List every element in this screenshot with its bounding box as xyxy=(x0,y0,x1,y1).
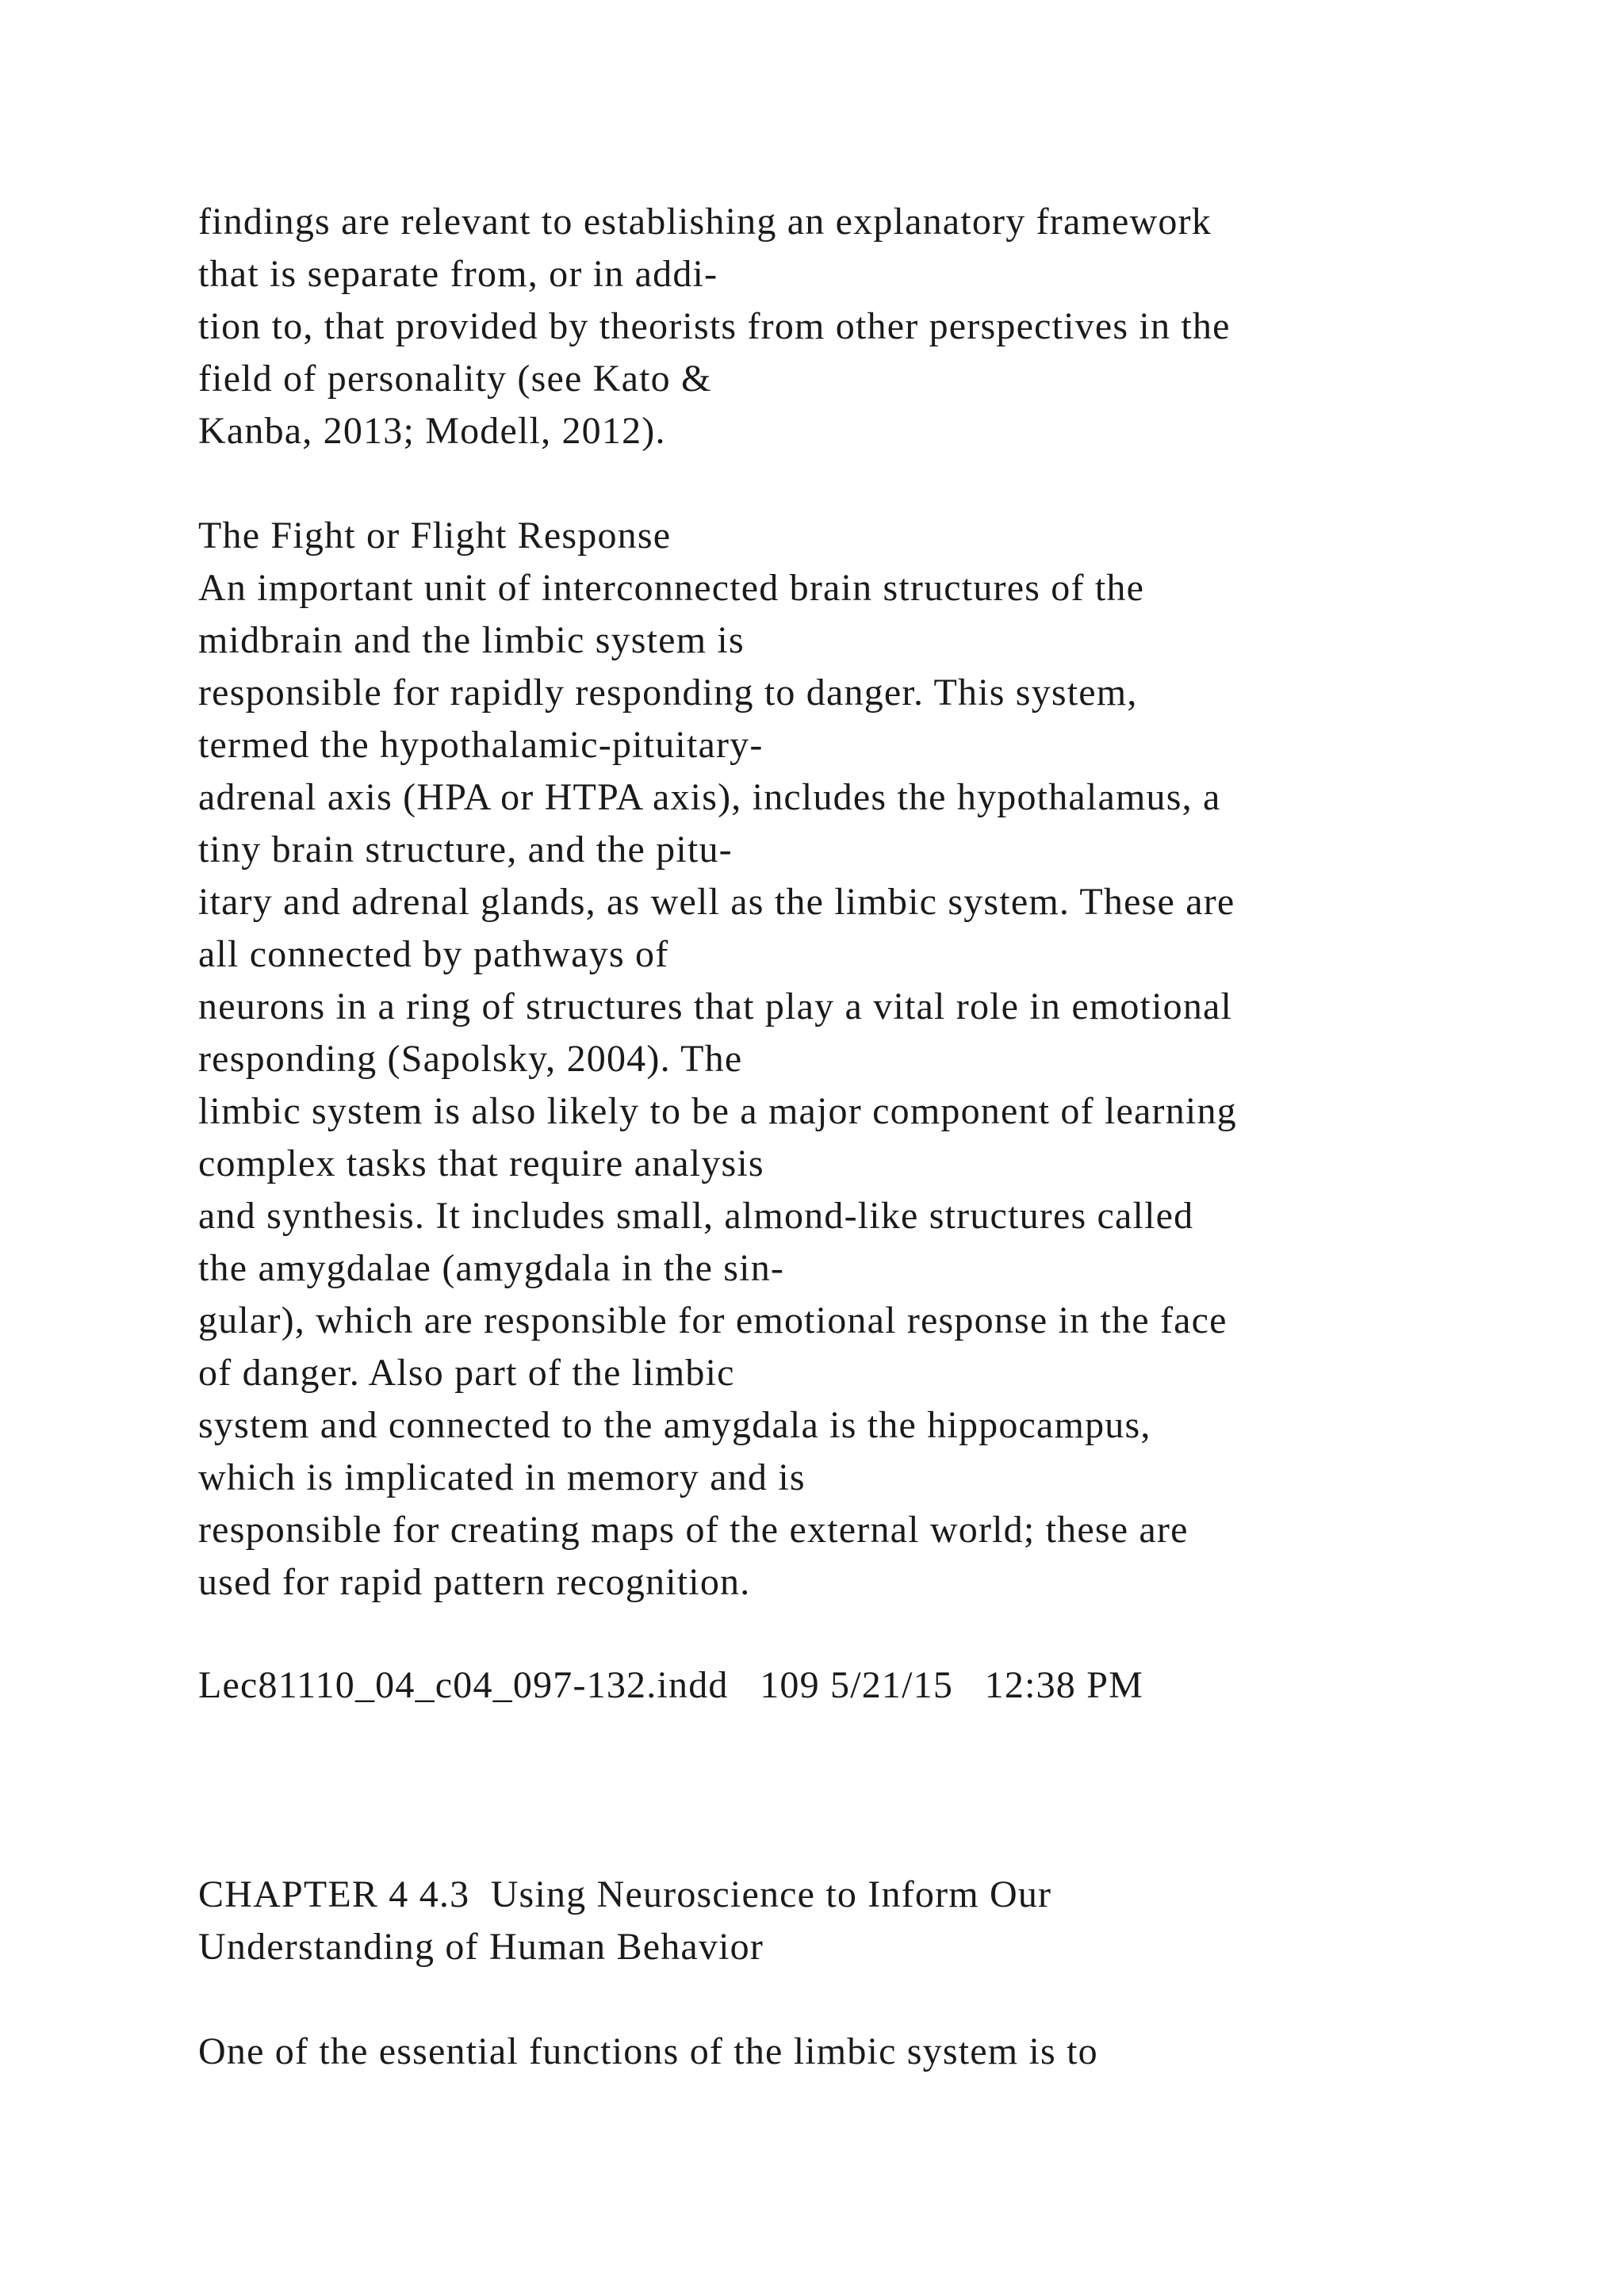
text-line: responsible for rapidly responding to danger. This system, xyxy=(198,672,1138,714)
text-line: tion to, that provided by theorists from other perspectives in the xyxy=(198,305,1231,347)
text-line: termed the hypothalamic-pituitary- xyxy=(198,724,764,766)
running-header-line: Understanding of Human Behavior xyxy=(198,1926,764,1968)
text-line: adrenal axis (HPA or HTPA axis), includes the hypothalamus, a xyxy=(198,776,1221,818)
text-line: used for rapid pattern recognition. xyxy=(198,1561,751,1603)
text-line: field of personality (see Kato & xyxy=(198,358,712,400)
paragraph-intro xyxy=(198,196,1546,457)
text-line: An important unit of interconnected brain structures of the xyxy=(198,567,1145,609)
text-line: Kanba, 2013; Modell, 2012). xyxy=(198,410,666,452)
text-line: the amygdalae (amygdala in the sin- xyxy=(198,1247,785,1289)
paragraph-limbic-functions xyxy=(198,2026,1546,2078)
text-line: and synthesis. It includes small, almond-like structures called xyxy=(198,1195,1194,1237)
running-header xyxy=(198,1869,1546,1973)
text-line: gular), which are responsible for emotional response in the face xyxy=(198,1299,1228,1341)
text-line: which is implicated in memory and is xyxy=(198,1456,806,1498)
text-line: limbic system is also likely to be a major component of learning xyxy=(198,1090,1237,1132)
text-line: responsible for creating maps of the external world; these are xyxy=(198,1509,1189,1551)
footer-slug-text: Lec81110_04_c04_097-132.indd 109 5/21/15 12:38 PM xyxy=(198,1664,1143,1706)
text-line: responding (Sapolsky, 2004). The xyxy=(198,1038,743,1080)
footer-slug xyxy=(198,1659,1546,1712)
text-line: complex tasks that require analysis xyxy=(198,1142,764,1184)
text-line: midbrain and the limbic system is xyxy=(198,619,745,661)
section-heading-text: The Fight or Flight Response xyxy=(198,515,672,557)
text-line: neurons in a ring of structures that play a vital role in emotional xyxy=(198,985,1233,1027)
text-line: findings are relevant to establishing an explanatory framework xyxy=(198,201,1212,243)
running-header-line: CHAPTER 4 4.3 Using Neuroscience to Inform Our xyxy=(198,1873,1052,1915)
text-line: that is separate from, or in addi- xyxy=(198,253,718,295)
text-line: all connected by pathways of xyxy=(198,933,669,975)
text-line: itary and adrenal glands, as well as the limbic system. These are xyxy=(198,881,1235,923)
section-heading xyxy=(198,510,1546,562)
text-line: system and connected to the amygdala is the hippocampus, xyxy=(198,1404,1151,1446)
text-line: of danger. Also part of the limbic xyxy=(198,1352,735,1394)
text-line: tiny brain structure, and the pitu- xyxy=(198,828,733,871)
paragraph-fight-or-flight xyxy=(198,562,1546,1609)
text-line: One of the essential functions of the limbic system is to xyxy=(198,2030,1098,2072)
